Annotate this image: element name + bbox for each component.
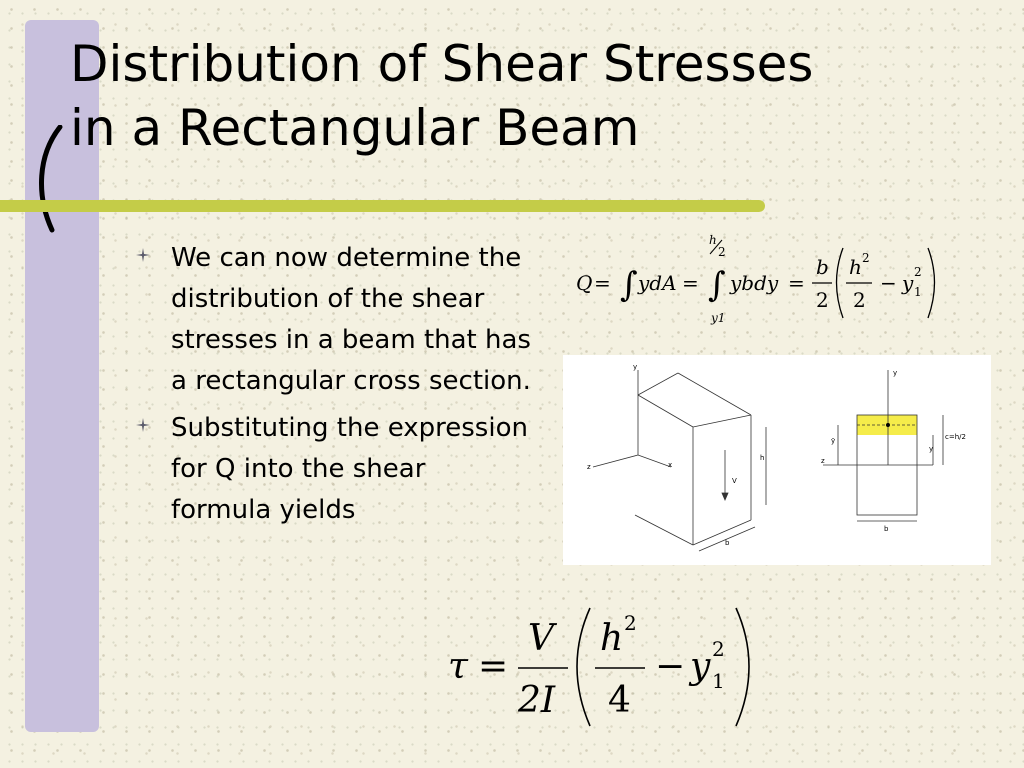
yprime-label: y	[929, 445, 934, 453]
bullet-star-icon	[135, 417, 151, 433]
v-numerator: V	[528, 618, 554, 659]
upper-limit-h: h	[709, 233, 717, 247]
bracket-decoration	[30, 125, 70, 235]
four-denominator: 4	[608, 680, 631, 721]
beam-figure	[563, 355, 991, 565]
iso-x-label: x	[668, 461, 673, 469]
upper-limit-2: 2	[718, 245, 726, 259]
cross-section	[823, 370, 943, 521]
left-paren	[577, 608, 590, 726]
b-numerator: b	[816, 255, 829, 279]
minus-sign: −	[880, 271, 897, 295]
q-symbol: Q	[576, 271, 593, 295]
2i-denominator: 2I	[518, 680, 556, 721]
iso-v-label: V	[732, 477, 737, 485]
bullet-star-icon	[135, 247, 151, 263]
exponent: 2	[712, 637, 725, 661]
exponent: 2	[914, 265, 922, 279]
denominator: 2	[853, 288, 866, 312]
centroid-dot	[886, 423, 890, 427]
denominator: 2	[816, 288, 829, 312]
section-z-label: z	[821, 457, 825, 465]
subscript: 1	[712, 669, 725, 693]
eq-sign: =	[594, 271, 611, 295]
ybar-label: ȳ	[831, 437, 836, 445]
lower-limit: y1	[711, 311, 726, 325]
integral-sign: ∫	[620, 265, 638, 305]
iso-h-label: h	[760, 454, 765, 462]
right-paren	[928, 248, 935, 318]
ydA-term: ydA	[638, 271, 677, 295]
bullet-text: We can now determine the distribution of the shear stresses in a beam that has a rectangular cross section.	[171, 243, 531, 396]
slide-title	[70, 32, 1000, 160]
y-term: y	[902, 271, 914, 295]
eq-sign: =	[478, 646, 509, 687]
bullet-item	[133, 238, 533, 402]
integral-sign: ∫	[708, 265, 726, 305]
exponent: 2	[862, 251, 870, 265]
subscript: 1	[914, 285, 922, 299]
bullet-item	[133, 408, 533, 531]
bullet-text: Substituting the expression for Q into the shear formula yields	[171, 413, 528, 525]
beam-diagram	[563, 355, 991, 565]
exponent: 2	[624, 611, 637, 635]
q-formula	[570, 232, 950, 327]
ybdy-term: ybdy	[730, 271, 779, 295]
section-y-label: y	[893, 369, 898, 377]
eq-sign: =	[788, 271, 805, 295]
title-underline-rule	[0, 200, 765, 212]
h-term: h	[849, 255, 862, 279]
c-label: c=h/2	[945, 433, 966, 441]
h-term: h	[600, 618, 624, 659]
bullet-list	[133, 238, 533, 537]
iso-b-label: b	[725, 539, 730, 547]
iso-z-label: z	[587, 463, 591, 471]
eq-sign: =	[682, 271, 699, 295]
tau-formula	[440, 600, 770, 735]
title-line-1: Distribution of Shear Stresses	[70, 35, 814, 93]
section-b-label: b	[884, 525, 889, 533]
right-paren	[736, 608, 749, 726]
y-term: y	[690, 646, 711, 687]
minus-sign: −	[655, 646, 686, 687]
iso-y-label: y	[633, 363, 638, 371]
isometric-beam	[593, 370, 766, 551]
left-paren	[837, 248, 844, 318]
tau-symbol: τ	[448, 646, 468, 687]
title-line-2: in a Rectangular Beam	[70, 99, 640, 157]
